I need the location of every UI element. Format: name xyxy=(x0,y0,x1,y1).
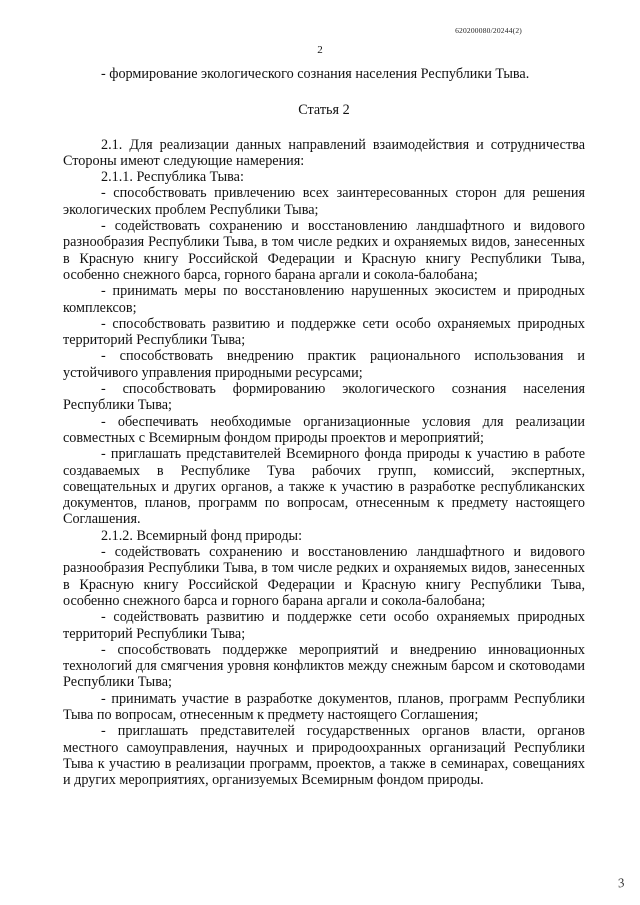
list-item: - приглашать представителей Всемирного фонда природы к участию в работе создаваемых в Республике Тува рабочих групп, комиссий, экспертных, совещательных и других органов, а также к участию в разработке республиканских документов, планов, программ по вопросам, отнесенным к предмету настоящего Соглашения. xyxy=(63,446,585,528)
section-heading-wwf: 2.1.2. Всемирный фонд природы: xyxy=(101,527,303,544)
document-registration-number: 620200080/20244(2) xyxy=(455,26,522,35)
list-item: - способствовать развитию и поддержке сети особо охраняемых природных территорий Республики Тыва; xyxy=(63,315,585,349)
intro-line: - формирование экологического сознания населения Республики Тыва. xyxy=(101,66,530,82)
list-item: - содействовать развитию и поддержке сети особо охраняемых природных территорий Республики Тыва; xyxy=(63,609,585,642)
handwritten-page-mark: 3 xyxy=(615,874,626,891)
list-item: - принимать меры по восстановлению нарушенных экосистем и природных комплексов; xyxy=(63,283,585,316)
page-number: 2 xyxy=(317,44,323,56)
list-item: - способствовать поддержке мероприятий и внедрению инновационных технологий для смягчения уровня конфликтов между снежным барсом и скотоводами Республики Тыва; xyxy=(63,641,585,691)
list-item: - содействовать сохранению и восстановлению ландшафтного и видового разнообразия Республики Тыва, в том числе редких и охраняемых видов, занесенных в Красную книгу Российской Федерации и Красную книгу Республики Тыва, особенно снежного барса и горного барана аргали и сокола-балобана; xyxy=(63,544,585,609)
list-item: - принимать участие в разработке документов, планов, программ Республики Тыва по вопросам, отнесенным к предмету настоящего Соглашения; xyxy=(63,690,585,723)
list-item: - способствовать внедрению практик рационального использования и устойчивого управления природными ресурсами; xyxy=(63,348,585,381)
article-title: Статья 2 xyxy=(298,102,350,119)
list-item: - способствовать привлечению всех заинтересованных сторон для решения экологических проблем Республики Тыва; xyxy=(63,185,585,218)
document-body xyxy=(63,66,585,788)
paragraph: 2.1. Для реализации данных направлений взаимодействия и сотрудничества Стороны имеют следующие намерения: xyxy=(63,136,585,169)
list-item: - способствовать формированию экологического сознания населения Республики Тыва; xyxy=(63,381,585,414)
list-item: - содействовать сохранению и восстановлению ландшафтного и видового разнообразия Республики Тыва, в том числе редких и охраняемых видов, занесенных в Красную книгу Российской Федерации и Красную книгу Республики Тыва, особенно снежного барса, горного барана аргали и сокола-балобана; xyxy=(63,218,585,283)
list-item: - обеспечивать необходимые организационные условия для реализации совместных с Всемирным фондом природы проектов и мероприятий; xyxy=(63,413,585,446)
section-heading-tyva: 2.1.1. Республика Тыва: xyxy=(101,169,244,186)
list-item: - приглашать представителей государственных органов власти, органов местного самоуправления, научных и природоохранных организаций Республики Тыва к участию в реализации программ, проектов, а также в семинарах, совещаниях и других мероприятиях, организуемых Всемирным фондом природы. xyxy=(63,723,585,789)
